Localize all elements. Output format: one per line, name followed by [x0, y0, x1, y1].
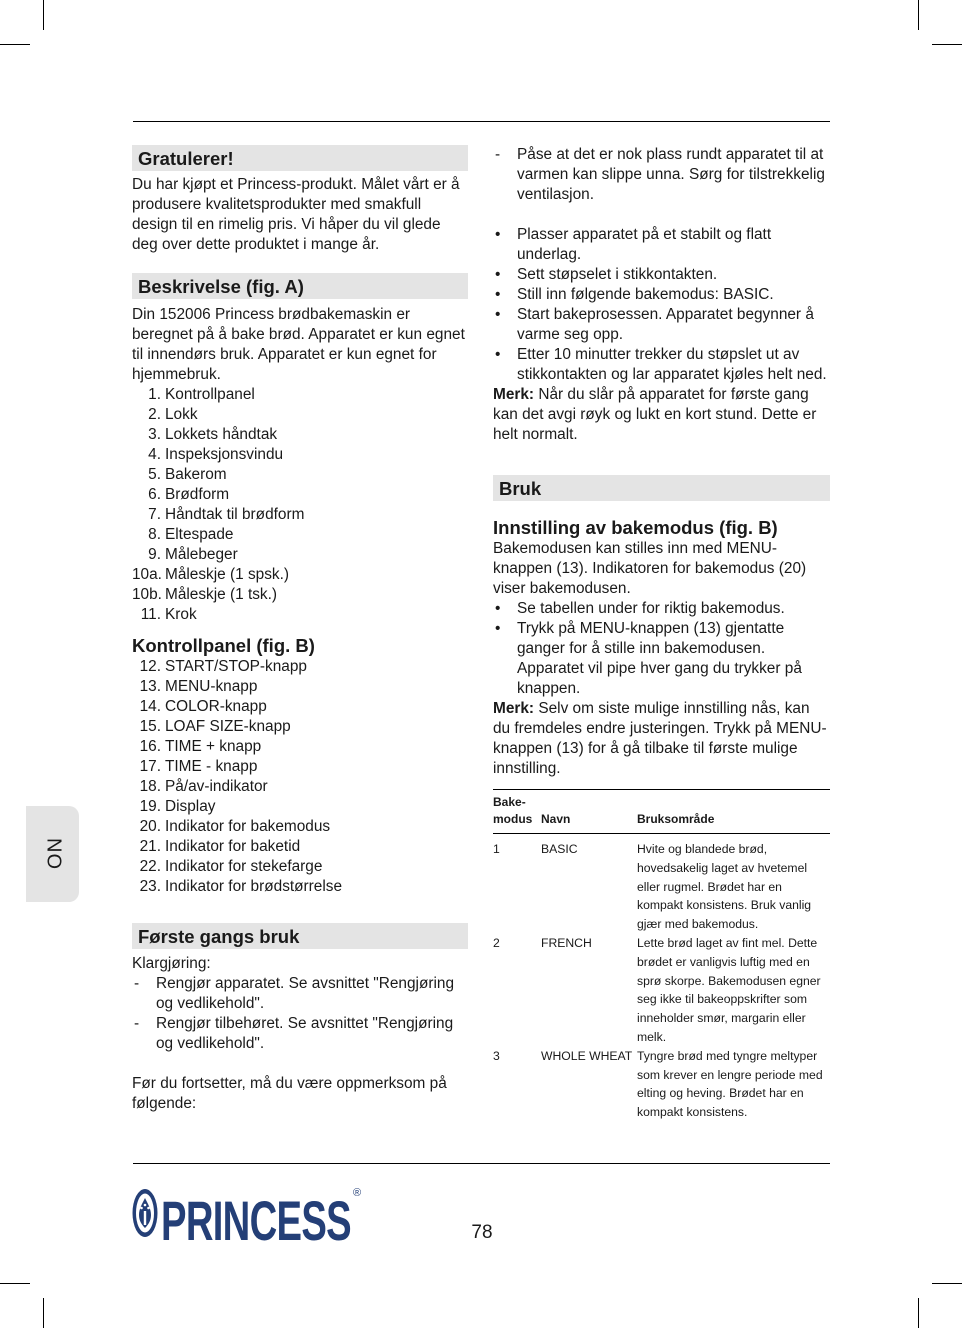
header-name: Navn [541, 812, 571, 826]
first-use-outro: Før du fortsetter, må du være oppmerksom på følgende: [132, 1075, 447, 1112]
item-number: 21. [139, 838, 161, 855]
crop-mark [932, 44, 962, 45]
dash-marker: - [495, 146, 501, 163]
list-item [132, 737, 468, 757]
item-label: Håndtak til brødform [165, 506, 305, 523]
cell-mode: 1 [493, 842, 500, 856]
item-label: Indikator for baketid [165, 838, 301, 855]
item-label: Inspeksjonsvindu [165, 446, 284, 463]
item-number: 15. [139, 718, 161, 735]
list-item [132, 585, 468, 605]
list-item [132, 657, 468, 677]
item-label: Brødform [165, 486, 230, 503]
item-label: Indikator for bakemodus [165, 818, 331, 835]
table-row [493, 840, 830, 934]
item-number: 10b. [132, 586, 162, 603]
cell-name: BASIC [541, 842, 578, 856]
item-number: 22. [139, 858, 161, 875]
list-item [132, 465, 468, 485]
cell-mode: 2 [493, 935, 500, 950]
item-text: Etter 10 minutter trekker du støpslet ut av stikkontakten og lar apparatet kjøles helt ned. [517, 346, 827, 383]
item-number: 18. [139, 778, 161, 795]
note-bake-mode: Merk: Selv om siste mulige innstilling nås, kan du fremdeles endre justeringen. Trykk på MENU-knappen (13) for å gå tilbake til første mulige innstilling. [493, 700, 827, 777]
crop-mark [932, 1283, 962, 1284]
header-use: Bruksområde [637, 812, 715, 826]
list-item [132, 485, 468, 505]
cell-name: WHOLE WHEAT [541, 1048, 633, 1063]
item-label: Krok [165, 606, 197, 623]
language-tab [26, 806, 79, 902]
list-item [132, 717, 468, 737]
item-label: På/av-indikator [165, 778, 268, 795]
table-row [493, 934, 830, 1047]
list-item [493, 285, 830, 305]
right-bullet-list [493, 225, 830, 385]
section-title-usage: Bruk [493, 475, 830, 501]
item-label: Lokk [165, 406, 198, 423]
cell-use: Hvite og blandede brød, hovedsakelig laget av hvetemel eller rugmel. Brødet har en kompakt konsistens. Bruk vanlig gjær med bakemodus. [637, 842, 812, 932]
table-row [493, 1047, 830, 1122]
item-number: 11. [140, 606, 161, 623]
item-number: 2. [148, 406, 161, 423]
item-label: Indikator for stekefarge [165, 858, 323, 875]
congrats-text: Du har kjøpt et Princess-produkt. Målet vårt er å produsere kvalitetsprodukter med smakfull design til en rimelig pris. Vi håper du vil glede deg over dette produktet i mange år. [132, 176, 460, 253]
list-item [132, 877, 468, 897]
list-item [132, 405, 468, 425]
cell-use: Lette brød laget av fint mel. Dette brødet er vanligvis luftig med en sprø skorpe. Bakemodusen egner seg ikke til bakeoppskrifter som inneholder smør, margarin eller melk. [637, 935, 821, 1044]
crop-mark [43, 1298, 44, 1328]
page-number: 78 [471, 1222, 493, 1243]
item-text: Se tabellen under for riktig bakemodus. [517, 600, 785, 617]
first-use-intro: Klargjøring: [132, 955, 211, 972]
crop-mark [0, 44, 30, 45]
item-number: 6. [148, 486, 161, 503]
item-number: 3. [148, 426, 161, 443]
item-number: 5. [148, 466, 161, 483]
list-item [132, 605, 468, 625]
control-panel-list [132, 657, 468, 897]
item-label: Bakerom [165, 466, 227, 483]
item-text: Rengjør tilbehøret. Se avsnittet "Rengjøring og vedlikehold". [156, 1015, 454, 1052]
item-label: Måleskje (1 tsk.) [165, 586, 278, 603]
item-text: Rengjør apparatet. Se avsnittet "Rengjøring og vedlikehold". [156, 975, 455, 1012]
bake-mode-table [493, 789, 830, 1122]
right-dash-list [493, 145, 830, 205]
item-label: Kontrollpanel [165, 386, 255, 403]
list-item [132, 974, 468, 1014]
item-number: 1. [148, 386, 161, 403]
list-item [493, 619, 830, 699]
item-number: 7. [148, 506, 161, 523]
list-item [132, 857, 468, 877]
list-item [132, 757, 468, 777]
item-label: Målebeger [165, 546, 238, 563]
section-title-control-panel: Kontrollpanel (fig. B) [132, 635, 315, 656]
language-tab-label: NO [42, 838, 64, 870]
item-text: Still inn følgende bakemodus: BASIC. [517, 286, 774, 303]
item-text: Start bakeprosessen. Apparatet begynner å varme seg opp. [517, 306, 814, 343]
description-text: Din 152006 Princess brødbakemaskin er beregnet på å bake brød. Apparatet er kun egnet til innendørs bruk. Apparatet er kun egnet for hjemmebruk. [132, 306, 465, 383]
list-item [132, 817, 468, 837]
item-number: 12. [139, 658, 161, 675]
item-number: 20. [139, 818, 161, 835]
crown-emblem-icon [133, 1189, 158, 1237]
item-number: 17. [139, 758, 161, 775]
list-item [132, 565, 468, 585]
item-number: 9. [148, 546, 161, 563]
princess-logo [131, 1184, 363, 1242]
section-title-congrats: Gratulerer! [132, 145, 468, 171]
bullet-marker: • [495, 620, 501, 637]
dash-marker: - [134, 975, 140, 992]
header-mode: Bake- modus [493, 795, 533, 826]
item-number: 23. [139, 878, 161, 895]
subsection-title-bake-mode: Innstilling av bakemodus (fig. B) [493, 517, 778, 538]
item-label: LOAF SIZE-knapp [165, 718, 291, 735]
table-body [493, 834, 830, 1122]
registered-mark: ® [353, 1187, 362, 1199]
item-text: Trykk på MENU-knappen (13) gjentatte ganger for å stille inn bakemodusen. Apparatet vil pipe hver gang du trykker på knappen. [517, 620, 802, 697]
item-label: Eltespade [165, 526, 234, 543]
brand-name: PRINCESS [161, 1189, 351, 1242]
list-item [132, 797, 468, 817]
list-item [132, 445, 468, 465]
list-item [132, 777, 468, 797]
list-item [132, 525, 468, 545]
list-item [132, 677, 468, 697]
crop-mark [0, 1283, 30, 1284]
section-title-first-use: Første gangs bruk [132, 923, 468, 949]
item-number: 13. [139, 678, 161, 695]
first-use-dash-list [132, 974, 468, 1054]
crop-mark [918, 0, 919, 30]
left-column [132, 145, 468, 1114]
item-text: Sett støpselet i stikkontakten. [517, 266, 718, 283]
cell-name: FRENCH [541, 935, 592, 950]
list-item [493, 345, 830, 385]
bullet-marker: • [495, 286, 501, 303]
usage-bullet-list [493, 599, 830, 699]
list-item [493, 599, 830, 619]
list-item [132, 1014, 468, 1054]
list-item [132, 697, 468, 717]
top-rule [133, 121, 830, 122]
list-item [493, 145, 830, 205]
list-item [132, 505, 468, 525]
section-title-description: Beskrivelse (fig. A) [132, 273, 468, 299]
list-item [132, 837, 468, 857]
list-item [493, 305, 830, 345]
item-number: 14. [139, 698, 161, 715]
item-number: 19. [139, 798, 161, 815]
item-number: 10a. [132, 566, 162, 583]
usage-text: Bakemodusen kan stilles inn med MENU-knappen (13). Indikatoren for bakemodus (20) viser bakemodusen. [493, 540, 807, 597]
right-column [493, 145, 830, 1122]
item-label: Display [165, 798, 216, 815]
cell-use: Tyngre brød med tyngre meltyper som krever en lengre periode med elting og heving. Brødet har en kompakt konsistens. [637, 1048, 823, 1120]
crop-mark [918, 1298, 919, 1328]
bullet-marker: • [495, 306, 501, 323]
list-item [132, 385, 468, 405]
item-label: Indikator for brødstørrelse [165, 878, 343, 895]
table-header [493, 790, 830, 833]
item-text: Plasser apparatet på et stabilt og flatt underlag. [517, 226, 772, 263]
bullet-marker: • [495, 226, 501, 243]
item-label: Måleskje (1 spsk.) [165, 566, 290, 583]
crop-mark [43, 0, 44, 30]
dash-marker: - [134, 1015, 140, 1032]
bullet-marker: • [495, 346, 501, 363]
note-first-use: Merk: Når du slår på apparatet for første gang kan det avgi røyk og lukt en kort stund. Dette er helt normalt. [493, 386, 817, 443]
list-item [493, 265, 830, 285]
item-label: MENU-knapp [165, 678, 258, 695]
item-label: TIME - knapp [165, 758, 258, 775]
item-text: Påse at det er nok plass rundt apparatet til at varmen kan slippe unna. Sørg for tilstrekkelig ventilasjon. [517, 146, 825, 203]
item-number: 4. [148, 446, 161, 463]
item-number: 8. [148, 526, 161, 543]
list-item [132, 545, 468, 565]
item-label: START/STOP-knapp [165, 658, 307, 675]
cell-mode: 3 [493, 1048, 500, 1063]
item-number: 16. [139, 738, 161, 755]
list-item [493, 225, 830, 265]
bullet-marker: • [495, 600, 501, 617]
item-label: TIME + knapp [165, 738, 262, 755]
list-item [132, 425, 468, 445]
description-list [132, 385, 468, 625]
item-label: COLOR-knapp [165, 698, 267, 715]
item-label: Lokkets håndtak [165, 426, 278, 443]
bottom-rule [133, 1163, 830, 1164]
bullet-marker: • [495, 266, 501, 283]
